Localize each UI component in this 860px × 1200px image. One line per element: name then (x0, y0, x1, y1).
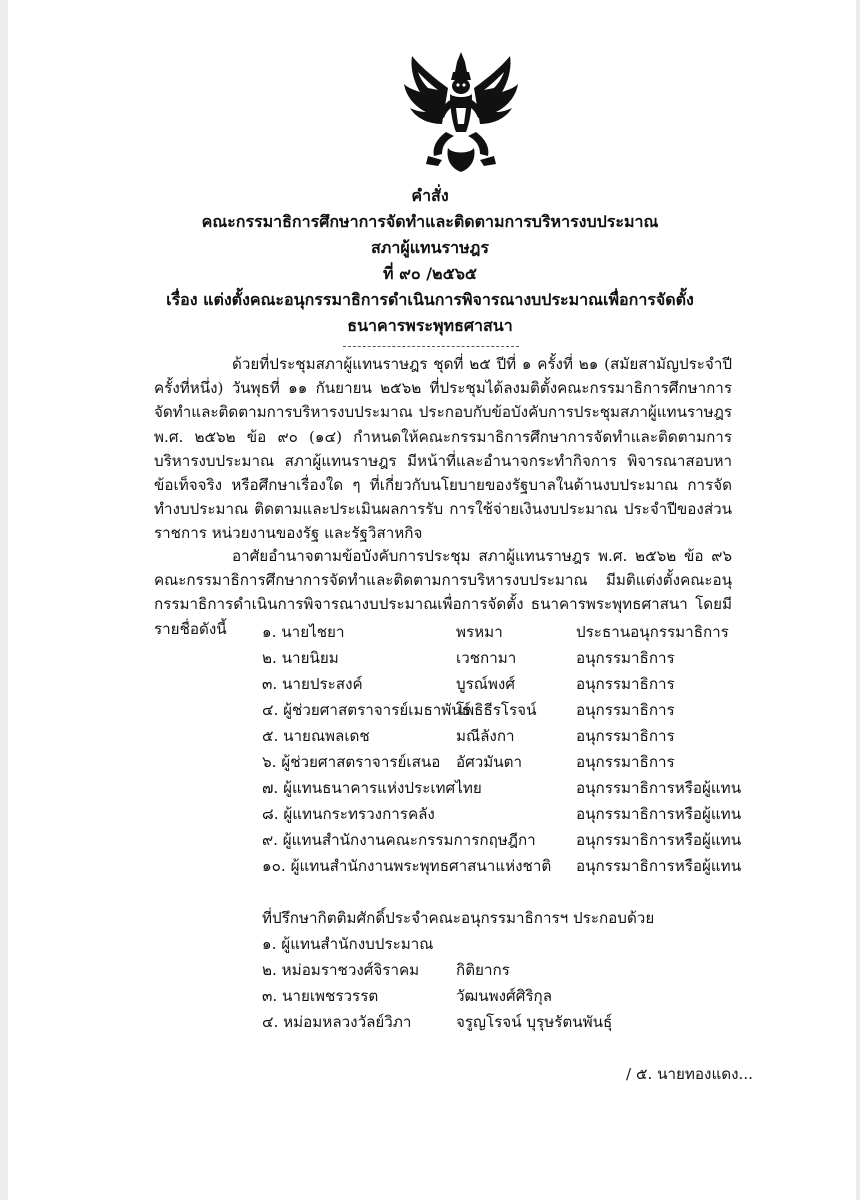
house-name-heading: สภาผู้แทนราษฎร (371, 238, 489, 257)
advisor-surname: วัฒนพงศ์ศิริกุล (456, 987, 552, 1005)
member-role: อนุกรรมาธิการ (576, 649, 675, 667)
member-name: ๖. ผู้ช่วยศาสตราจารย์เสนอ (262, 753, 441, 771)
member-role: อนุกรรมาธิการหรือผู้แทน (576, 857, 742, 875)
member-name: ๘. ผู้แทนกระทรวงการคลัง (262, 805, 435, 823)
member-name: ๑๐. ผู้แทนสำนักงานพระพุทธศาสนาแห่งชาติ (262, 857, 552, 875)
member-name: ๗. ผู้แทนธนาคารแห่งประเทศไทย (262, 779, 482, 797)
body-paragraph-2: อาศัยอำนาจตามข้อบังคับการประชุม สภาผู้แทนราษฎร พ.ศ. ๒๕๖๒ ข้อ ๙๖ คณะกรรมาธิการศึกษาการจัดทำและติดตามการบริหารงบประมาณ มีมติแต่งตั้งคณะอนุกรรมาธิการดำเนินการพิจารณางบประมาณเพื่อการจัดตั้ง ธนาคารพระพุทธศาสนา โดยมีรายชื่อดังนี้ (154, 547, 732, 638)
member-surname: โพธิธีรโรจน์ (456, 701, 537, 719)
advisors-heading: ที่ปรึกษากิตติมศักดิ์ประจำคณะอนุกรรมาธิการฯ ประกอบด้วย (262, 909, 655, 927)
member-name: ๒. นายนิยม (262, 649, 339, 667)
member-name: ๑. นายไชยา (262, 623, 345, 641)
advisor-name: ๓. นายเพชรวรรต (262, 987, 379, 1005)
subject-heading: เรื่อง แต่งตั้งคณะอนุกรรมาธิการดำเนินการพิจารณางบประมาณเพื่อการจัดตั้ง (166, 290, 694, 309)
member-role: อนุกรรมาธิการ (576, 753, 675, 771)
advisor-name: ๑. ผู้แทนสำนักงบประมาณ (262, 935, 434, 953)
order-number-heading: ที่ ๙๐ /๒๕๖๕ (383, 264, 477, 283)
committee-name-heading: คณะกรรมาธิการศึกษาการจัดทำและติดตามการบริหารงบประมาณ (201, 212, 659, 231)
garuda-emblem (398, 48, 524, 176)
member-name: ๙. ผู้แทนสำนักงานคณะกรรมการกฤษฎีกา (262, 831, 536, 849)
member-name: ๔. ผู้ช่วยศาสตราจารย์เมธาพันธ์ (262, 701, 471, 719)
member-surname: มณีลังกา (456, 727, 515, 745)
member-surname: อัศวมันตา (456, 753, 523, 771)
member-name: ๕. นายณพลเดช (262, 727, 370, 745)
member-role: อนุกรรมาธิการหรือผู้แทน (576, 831, 742, 849)
document-type-heading: คำสั่ง (411, 186, 449, 205)
member-role: ประธานอนุกรรมาธิการ (576, 623, 729, 641)
member-role: อนุกรรมาธิการ (576, 727, 675, 745)
advisor-surname: กิติยากร (456, 961, 510, 979)
member-role: อนุกรรมาธิการหรือผู้แทน (576, 805, 742, 823)
advisor-surname: จรูญโรจน์ บุรุษรัตนพันธุ์ (456, 1013, 613, 1031)
member-name: ๓. นายประสงค์ (262, 675, 363, 693)
member-surname: บูรณ์พงศ์ (456, 675, 515, 693)
member-role: อนุกรรมาธิการหรือผู้แทน (576, 779, 742, 797)
subject-heading-continued: ธนาคารพระพุทธศาสนา (347, 316, 513, 335)
body-paragraph-1: ด้วยที่ประชุมสภาผู้แทนราษฎร ชุดที่ ๒๕ ปีที่ ๑ ครั้งที่ ๒๑ (สมัยสามัญประจำปีครั้งที่หนึ่ง) วันพุธที่ ๑๑ กันยายน ๒๕๖๒ ที่ประชุมได้ลงมติตั้งคณะกรรมาธิการศึกษาการจัดทำและติดตามการบริหารงบประมาณ ประกอบกับข้อบังคับการประชุมสภาผู้แทนราษฎร พ.ศ. ๒๕๖๒ ข้อ ๙๐ (๑๔) กำหนดให้คณะกรรมาธิการศึกษาการจัดทำและติดตามการบริหารงบประมาณ สภาผู้แทนราษฎร มีหน้าที่และอำนาจกระทำกิจการ พิจารณาสอบหาข้อเท็จจริง หรือศึกษาเรื่องใด ๆ ที่เกี่ยวกับนโยบายของรัฐบาลในด้านงบประมาณ การจัดทำงบประมาณ ติดตามและประเมินผลการรับ การใช้จ่ายเงินงบประมาณ ประจำปีของส่วนราชการ หน่วยงานของรัฐ และรัฐวิสาหกิจ (154, 355, 732, 543)
advisor-name: ๒. หม่อมราชวงศ์จิราคม (262, 961, 420, 979)
header-divider (343, 346, 519, 347)
continuation-marker: / ๕. นายทองแดง... (626, 1065, 754, 1083)
member-surname: เวชกามา (456, 649, 517, 667)
member-role: อนุกรรมาธิการ (576, 701, 675, 719)
member-surname: พรหมา (456, 623, 503, 641)
advisor-name: ๔. หม่อมหลวงวัลย์วิภา (262, 1013, 412, 1031)
member-role: อนุกรรมาธิการ (576, 675, 675, 693)
